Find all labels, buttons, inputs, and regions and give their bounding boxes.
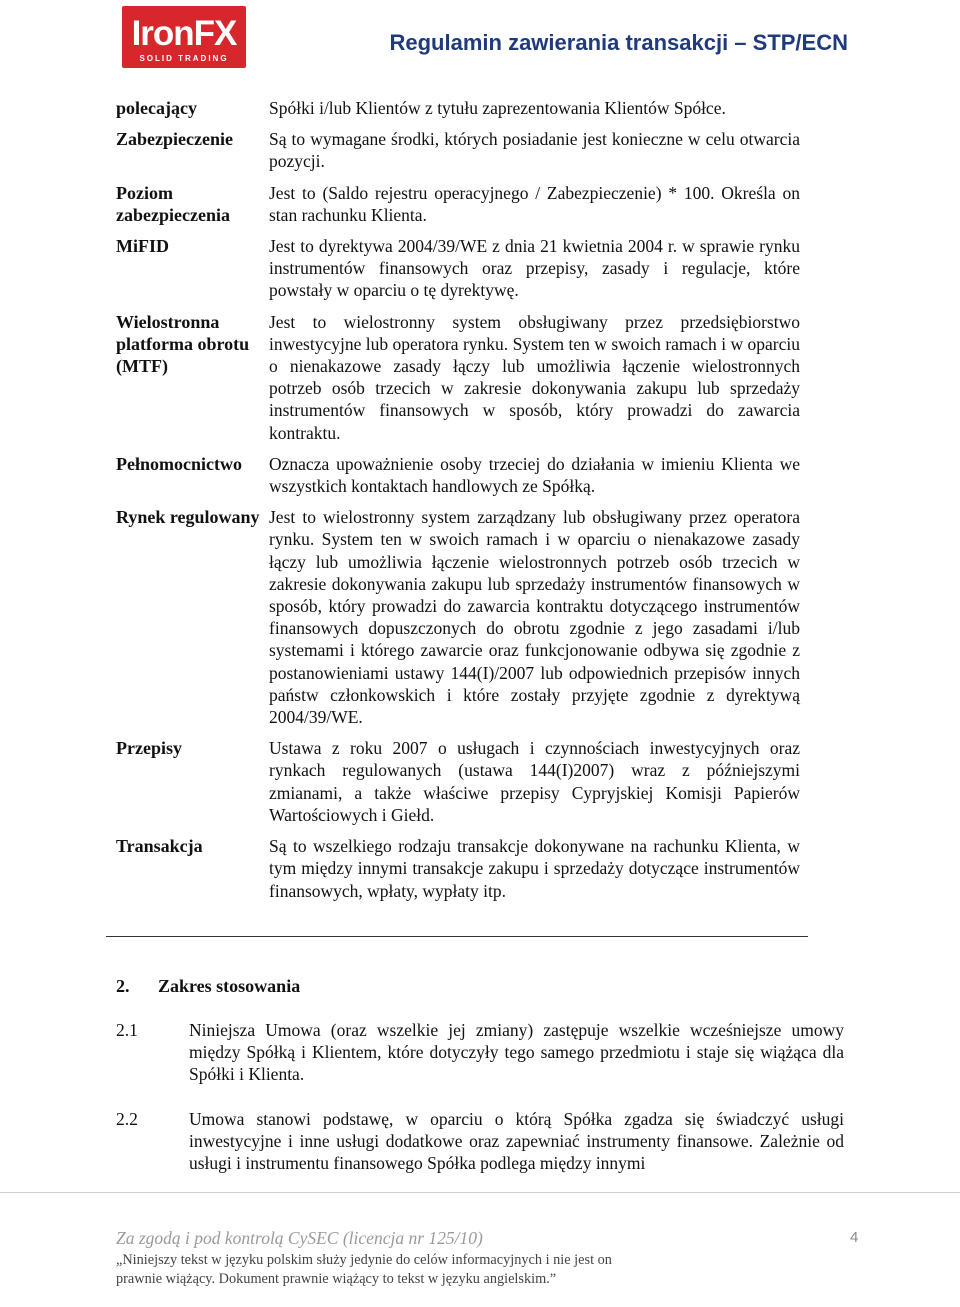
definition-description: Spółki i/lub Klientów z tytułu zaprezentowania Klientów Spółce. [269,98,726,118]
footer-divider [0,1192,960,1193]
page-number: 4 [850,1229,859,1246]
definition-row [116,311,800,444]
definition-term: polecający [116,98,197,118]
document-title: Regulamin zawierania transakcji – STP/ECN [389,30,848,55]
definition-row [116,97,800,119]
definition-description: Oznacza upoważnienie osoby trzeciej do działania w imieniu Klienta we wszystkich kontaktach handlowych ze Spółką. [269,453,800,497]
clause-text: Umowa stanowi podstawę, w oparciu o którą Spółka zgadza się świadczyć usługi inwestycyjne i inne usługi dodatkowe oraz zapewniać instrumenty finansowe. Zależnie od usługi i instrumentu finansowego Spółka podlega między innymi [189,1108,844,1174]
definition-row [116,453,800,497]
definition-description: Są to wymagane środki, których posiadanie jest konieczne w celu otwarcia pozycji. [269,129,800,172]
company-logo [122,6,246,68]
clause-number: 2.2 [116,1108,138,1129]
definition-term: Rynek regulowany [116,507,260,528]
definition-description: Jest to wielostronny system obsługiwany przez przedsiębiorstwo inwestycyjne lub operatora rynku. System ten w swoich ramach i w oparciu o nienakazowe zasady łączy lub umożliwia łączenie wielostronnych potrzeb osób trzecich w zakresie dokonywania zakupu lub sprzedaży instrumentów finansowych w sposób, który prowadzi do zawarcia kontraktu. [269,311,800,443]
clause-number: 2.1 [116,1020,138,1040]
definition-row [116,737,800,826]
footer-disclaimer: „Niniejszy tekst w języku polskim służy jedynie do celów informacyjnych i nie jest on prawnie wiążący. Dokument prawnie wiążący to tekst w języku angielskim.” [116,1252,612,1287]
definition-term: Transakcja [116,836,203,857]
section-title: Zakres stosowania [158,976,301,996]
definition-description: Są to wszelkiego rodzaju transakcje dokonywane na rachunku Klienta, w tym między innymi transakcje zakupu i sprzedaży dotyczące instrumentów finansowych, wpłaty, wypłaty itp. [269,836,800,901]
definition-description: Ustawa z roku 2007 o usługach i czynnościach inwestycyjnych oraz rynkach regulowanych (ustawa 144(I)2007) wraz z późniejszymi zmianami, a także właściwe przepisy Cypryjskiej Komisji Papierów Wartościowych i Giełd. [269,738,800,825]
definition-row [116,835,800,902]
table-bottom-rule [106,936,808,937]
clause [116,1108,844,1175]
section-heading [116,975,844,997]
definition-term: Przepisy [116,738,182,759]
definition-term: Poziom zabezpieczenia [116,182,230,225]
logo-text: IronFX [131,14,237,53]
definition-row [116,506,800,728]
section-scope [116,975,844,1196]
clause-text: Niniejsza Umowa (oraz wszelkie jej zmiany) zastępuje wszelkie wcześniejsze umowy między Spółką i Klientem, które dotyczyły tego samego przedmiotu i staje się wiążąca dla Spółki i Klienta. [189,1020,844,1085]
definition-row [116,235,800,302]
definition-row [116,128,800,172]
definition-term: Zabezpieczenie [116,129,233,150]
section-number: 2. [116,976,130,996]
definition-term: Wielostronna platforma obrotu (MTF) [116,311,250,377]
definition-term: Pełnomocnictwo [116,453,242,474]
definition-description: Jest to dyrektywa 2004/39/WE z dnia 21 kwietnia 2004 r. w sprawie rynku instrumentów finansowych oraz przepisy, zasady i regulacje, które powstały w oparciu o tę dyrektywę. [269,236,800,301]
definition-row [116,182,800,226]
logo-subtext: SOLID TRADING [139,54,229,63]
definition-description: Jest to wielostronny system zarządzany lub obsługiwany przez operatora rynku. System ten w swoich ramach i w oparciu o nienakazowe zasady łączy lub umożliwia łączenie wielostronnych potrzeb osób trzecich w zakresie dokonywania zakupu lub sprzedaży instrumentów finansowych w sposób, który prowadzi do zawarcia kontraktu dotyczącego instrumentów finansowych dopuszczonych do obrotu zgodnie z jego zasadami i/lub systemami i którego zawarcie oraz funkcjonowanie odbywa się zgodnie z postanowieniami ustawy 144(I)/2007 lub odpowiednich przepisów innych państw członkowskich i które zostały przyjęte zgodnie z dyrektywą 2004/39/WE. [269,507,800,728]
definition-term: MiFID [116,236,169,257]
definition-description: Jest to (Saldo rejestru operacyjnego / Zabezpieczenie) * 100. Określa on stan rachunku Klienta. [269,182,800,225]
clause [116,1019,844,1086]
footer-license: Za zgodą i pod kontrolą CySEC (licencja nr 125/10) [116,1228,483,1248]
definitions-table [116,97,800,911]
